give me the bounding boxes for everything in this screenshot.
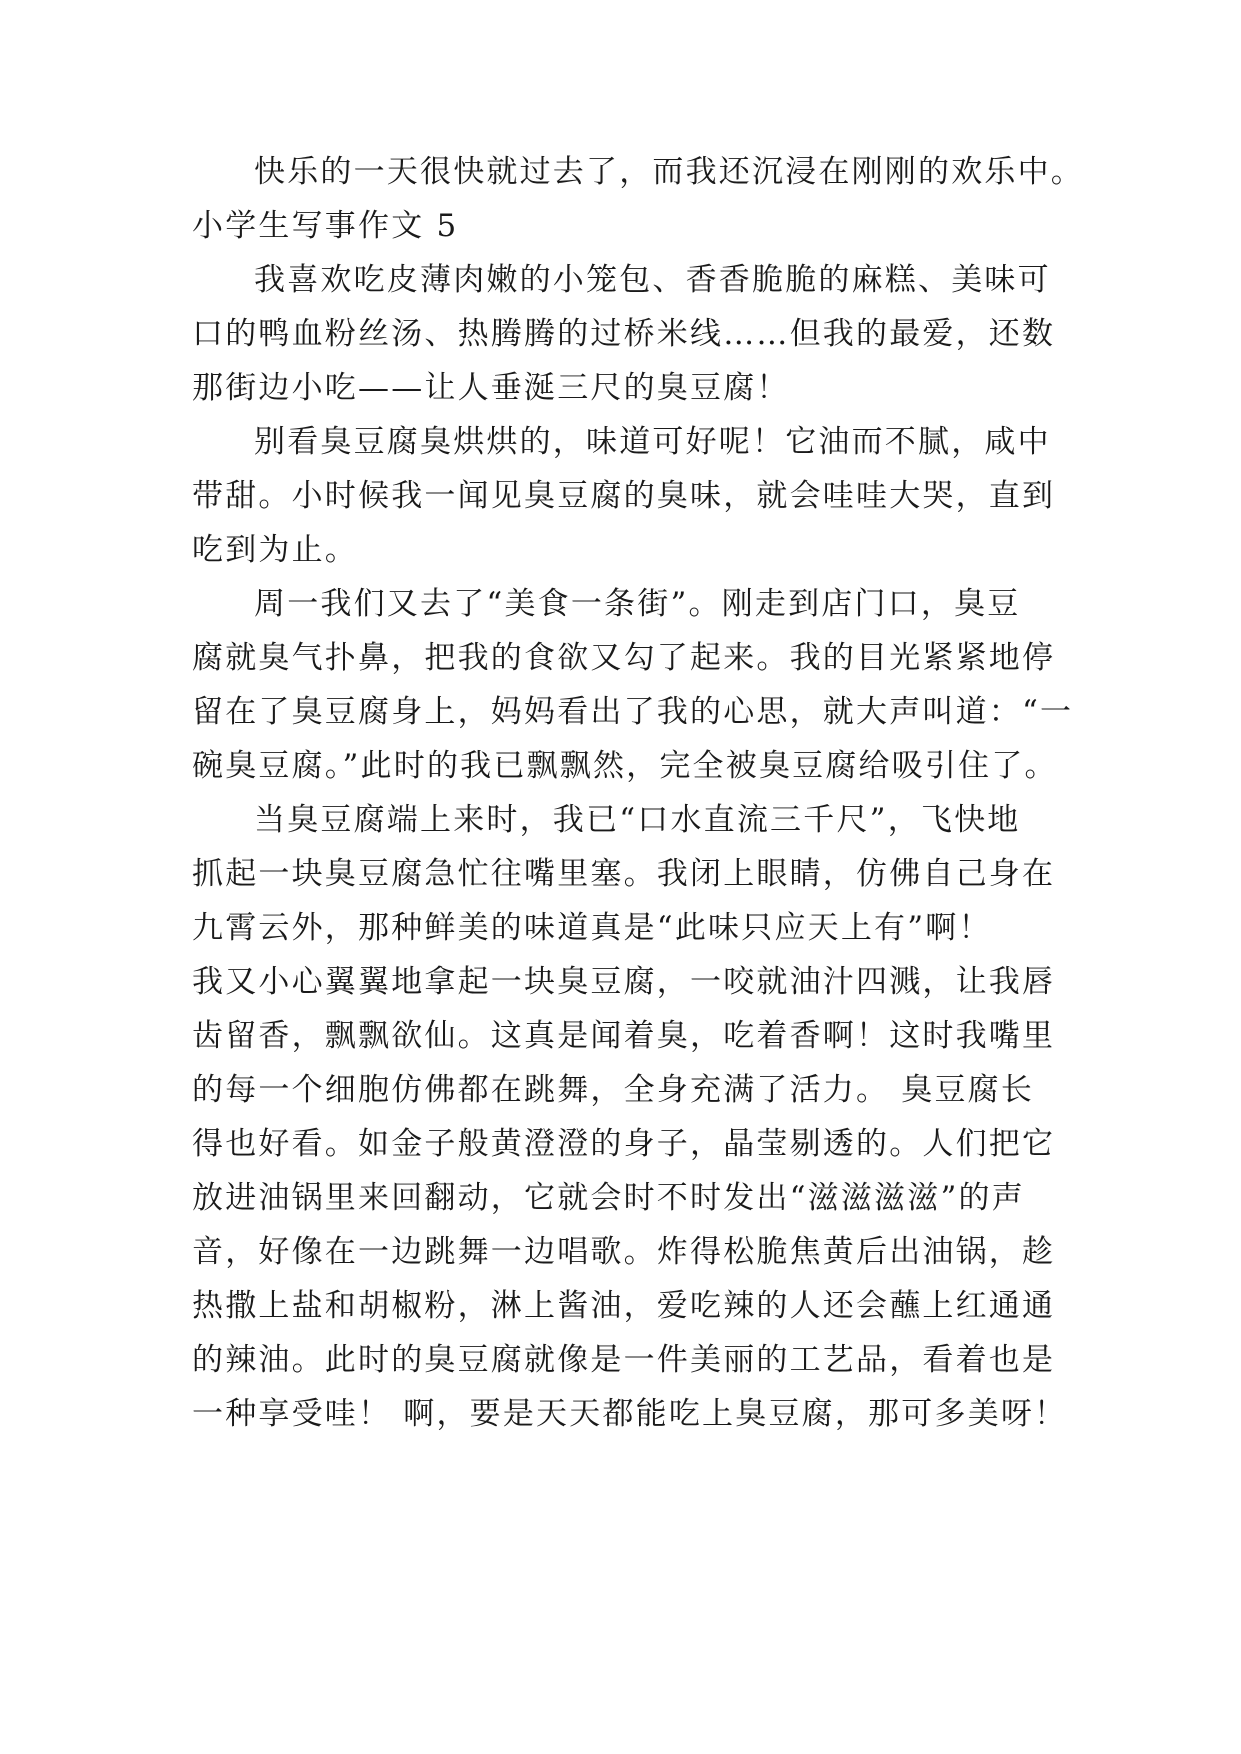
text-line: 周一我们又去了“美食一条街”。刚走到店门口，臭豆 [254, 586, 1021, 622]
text-line: 我喜欢吃皮薄肉嫩的小笼包、香香脆脆的麻糕、美味可 [254, 262, 1051, 298]
text-line: 别看臭豆腐臭烘烘的，味道可好呢！它油而不腻，咸中 [254, 424, 1051, 460]
text-line: 腐就臭气扑鼻，把我的食欲又勾了起来。我的目光紧紧地停 [192, 640, 1056, 676]
text-line: 九霄云外，那种鲜美的味道真是“此味只应天上有”啊！ [192, 910, 992, 946]
text-line: 齿留香，飘飘欲仙。这真是闻着臭，吃着香啊！这时我嘴里 [192, 1018, 1056, 1054]
text-line: 快乐的一天很快就过去了，而我还沉浸在刚刚的欢乐中。 [254, 154, 1084, 190]
text-line: 吃到为止。 [192, 532, 358, 568]
text-line: 热撒上盐和胡椒粉，淋上酱油，爱吃辣的人还会蘸上红通通 [192, 1288, 1056, 1324]
text-line: 得也好看。如金子般黄澄澄的身子，晶莹剔透的。人们把它 [192, 1126, 1056, 1162]
section-heading: 小学生写事作文 5 [192, 208, 459, 244]
text-line: 碗臭豆腐。”此时的我已飘飘然，完全被臭豆腐给吸引住了。 [192, 748, 1058, 784]
text-line: 那街边小吃——让人垂涎三尺的臭豆腐！ [192, 370, 790, 406]
text-line: 当臭豆腐端上来时，我已“口水直流三千尺”，飞快地 [254, 802, 1021, 838]
text-line: 抓起一块臭豆腐急忙往嘴里塞。我闭上眼睛，仿佛自己身在 [192, 856, 1056, 892]
text-line: 放进油锅里来回翻动，它就会时不时发出“滋滋滋滋”的声 [192, 1180, 1025, 1216]
text-line: 口的鸭血粉丝汤、热腾腾的过桥米线……但我的最爱，还数 [192, 316, 1056, 352]
text-line: 音，好像在一边跳舞一边唱歌。炸得松脆焦黄后出油锅，趁 [192, 1234, 1056, 1270]
text-line: 的辣油。此时的臭豆腐就像是一件美丽的工艺品，看着也是 [192, 1342, 1056, 1378]
text-line: 留在了臭豆腐身上，妈妈看出了我的心思，就大声叫道：“一 [192, 694, 1074, 730]
text-line: 我又小心翼翼地拿起一块臭豆腐，一咬就油汁四溅，让我唇 [192, 964, 1056, 1000]
text-line: 带甜。小时候我一闻见臭豆腐的臭味，就会哇哇大哭，直到 [192, 478, 1056, 514]
text-line: 一种享受哇！ 啊，要是天天都能吃上臭豆腐，那可多美呀！ [192, 1396, 1068, 1432]
text-line: 的每一个细胞仿佛都在跳舞，全身充满了活力。 臭豆腐长 [192, 1072, 1035, 1108]
